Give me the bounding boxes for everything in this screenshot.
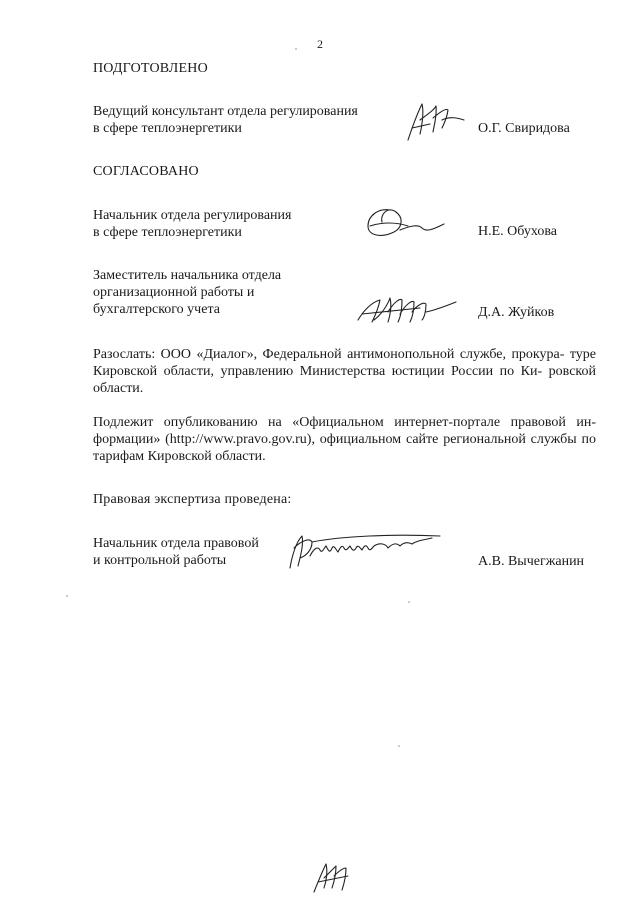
position-line: в сфере теплоэнергетики <box>93 225 242 240</box>
publication-paragraph: Подлежит опубликованию на «Официальном интернет-портале правовой ин- формации» (http://www.pravo.gov.ru), официальном сайте региональной службы по тарифам Кировской области. <box>93 415 596 464</box>
scan-speck <box>408 601 410 603</box>
legal-review-name: А.В. Вычегжанин <box>478 554 585 569</box>
position-line: Ведущий консультант отдела регулирования <box>93 104 358 119</box>
position-line: бухгалтерского учета <box>93 302 220 317</box>
distribution-paragraph: Разослать: ООО «Диалог», Федеральной антимонопольной службе, прокура- туре Кировской области, управлению Министерства юстиции России по Ки- ровской области. <box>93 347 596 396</box>
signature-zhuikov <box>350 290 465 330</box>
position-line: Начальник отдела регулирования <box>93 208 292 223</box>
prepared-name: О.Г. Свиридова <box>478 121 570 136</box>
position-line: Заместитель начальника отдела <box>93 268 282 283</box>
agreed-position-1 <box>93 207 393 241</box>
page-number: 2 <box>317 37 323 51</box>
agreed-position-2 <box>93 267 393 318</box>
signature-obukhova <box>360 200 450 245</box>
signature-sviridova <box>400 98 470 146</box>
position-line: и контрольной работы <box>93 553 227 568</box>
position-line: в сфере теплоэнергетики <box>93 121 242 136</box>
prepared-heading: ПОДГОТОВЛЕНО <box>93 61 208 76</box>
scan-speck <box>66 595 68 597</box>
agreed-name-1: Н.Е. Обухова <box>478 224 557 239</box>
position-line: Начальник отдела правовой <box>93 536 259 551</box>
scan-speck <box>295 48 297 50</box>
scan-speck <box>398 745 400 747</box>
signature-vychegzhanin <box>282 528 447 572</box>
position-line: организационной работы и <box>93 285 255 300</box>
legal-review-heading: Правовая экспертиза проведена: <box>93 492 292 507</box>
initials-mark <box>310 858 355 896</box>
agreed-name-2: Д.А. Жуйков <box>478 305 555 320</box>
agreed-heading: СОГЛАСОВАНО <box>93 164 199 179</box>
prepared-position <box>93 103 393 137</box>
